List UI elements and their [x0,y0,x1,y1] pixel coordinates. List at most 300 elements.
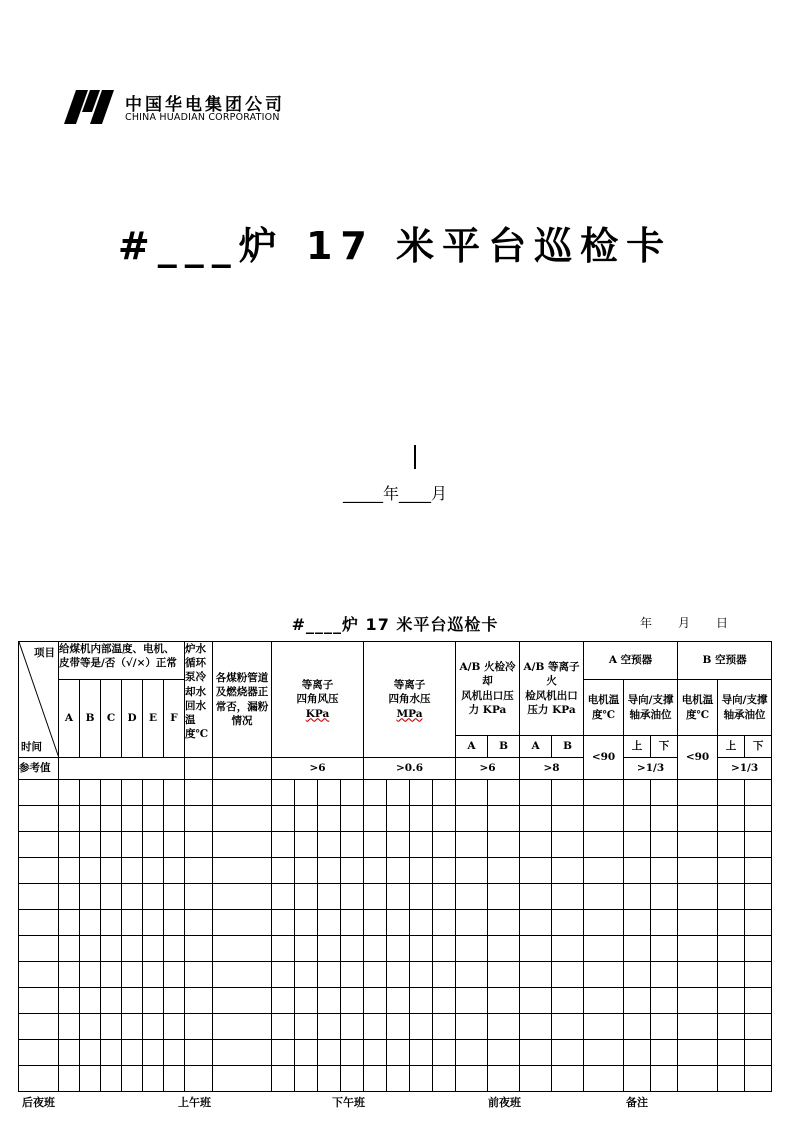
entry-cell[interactable] [164,1066,185,1092]
entry-cell[interactable] [584,910,624,936]
entry-cell[interactable] [341,832,364,858]
entry-cell[interactable] [651,910,678,936]
entry-cell[interactable] [678,910,718,936]
entry-cell[interactable] [387,858,410,884]
entry-cell[interactable] [387,806,410,832]
entry-cell[interactable] [624,832,651,858]
entry-cell[interactable] [387,910,410,936]
entry-cell[interactable] [488,936,520,962]
entry-cell[interactable] [678,936,718,962]
entry-cell[interactable] [101,988,122,1014]
entry-cell[interactable] [19,884,59,910]
entry-cell[interactable] [456,858,488,884]
entry-cell[interactable] [651,806,678,832]
entry-cell[interactable] [433,1014,456,1040]
entry-cell[interactable] [651,988,678,1014]
entry-cell[interactable] [552,832,584,858]
entry-cell[interactable] [80,1066,101,1092]
entry-cell[interactable] [488,1014,520,1040]
entry-cell[interactable] [80,806,101,832]
entry-cell[interactable] [143,1040,164,1066]
entry-cell[interactable] [295,1040,318,1066]
entry-cell[interactable] [745,1014,772,1040]
entry-cell[interactable] [272,962,295,988]
entry-cell[interactable] [584,806,624,832]
entry-cell[interactable] [143,780,164,806]
entry-cell[interactable] [164,884,185,910]
entry-cell[interactable] [272,1040,295,1066]
entry-cell[interactable] [80,988,101,1014]
entry-cell[interactable] [213,910,272,936]
entry-cell[interactable] [410,1014,433,1040]
entry-cell[interactable] [19,806,59,832]
entry-cell[interactable] [122,884,143,910]
entry-cell[interactable] [341,962,364,988]
entry-cell[interactable] [295,910,318,936]
entry-cell[interactable] [678,832,718,858]
entry-cell[interactable] [745,936,772,962]
entry-cell[interactable] [624,780,651,806]
entry-cell[interactable] [552,884,584,910]
entry-cell[interactable] [185,1014,213,1040]
entry-cell[interactable] [456,1040,488,1066]
entry-cell[interactable] [520,780,552,806]
entry-cell[interactable] [364,1066,387,1092]
entry-cell[interactable] [624,884,651,910]
entry-cell[interactable] [341,884,364,910]
entry-cell[interactable] [101,780,122,806]
entry-cell[interactable] [80,858,101,884]
entry-cell[interactable] [164,1014,185,1040]
entry-cell[interactable] [651,884,678,910]
entry-cell[interactable] [584,1066,624,1092]
entry-cell[interactable] [552,988,584,1014]
entry-cell[interactable] [318,1066,341,1092]
entry-cell[interactable] [520,1066,552,1092]
entry-cell[interactable] [410,910,433,936]
entry-cell[interactable] [185,858,213,884]
entry-cell[interactable] [295,780,318,806]
entry-cell[interactable] [387,1014,410,1040]
entry-cell[interactable] [80,1014,101,1040]
entry-cell[interactable] [520,988,552,1014]
entry-cell[interactable] [433,780,456,806]
entry-cell[interactable] [678,884,718,910]
entry-cell[interactable] [122,962,143,988]
entry-cell[interactable] [272,910,295,936]
entry-cell[interactable] [143,858,164,884]
entry-cell[interactable] [164,936,185,962]
entry-cell[interactable] [295,858,318,884]
entry-cell[interactable] [488,884,520,910]
entry-cell[interactable] [19,1066,59,1092]
entry-cell[interactable] [456,962,488,988]
entry-cell[interactable] [718,858,745,884]
entry-cell[interactable] [59,1040,80,1066]
entry-cell[interactable] [318,806,341,832]
entry-cell[interactable] [19,1014,59,1040]
entry-cell[interactable] [387,780,410,806]
entry-cell[interactable] [364,936,387,962]
entry-cell[interactable] [341,858,364,884]
entry-cell[interactable] [80,910,101,936]
entry-cell[interactable] [272,988,295,1014]
entry-cell[interactable] [185,832,213,858]
entry-cell[interactable] [520,858,552,884]
entry-cell[interactable] [387,884,410,910]
entry-cell[interactable] [410,806,433,832]
entry-cell[interactable] [488,780,520,806]
entry-cell[interactable] [341,910,364,936]
entry-cell[interactable] [295,806,318,832]
entry-cell[interactable] [80,936,101,962]
entry-cell[interactable] [364,1014,387,1040]
entry-cell[interactable] [410,832,433,858]
entry-cell[interactable] [364,910,387,936]
entry-cell[interactable] [718,1040,745,1066]
entry-cell[interactable] [488,910,520,936]
entry-cell[interactable] [143,936,164,962]
entry-cell[interactable] [433,884,456,910]
entry-cell[interactable] [552,962,584,988]
cover-date-line[interactable]: _____年____月 [342,484,447,503]
entry-cell[interactable] [651,1066,678,1092]
entry-cell[interactable] [520,806,552,832]
entry-cell[interactable] [520,910,552,936]
entry-cell[interactable] [164,858,185,884]
entry-cell[interactable] [745,884,772,910]
entry-cell[interactable] [164,988,185,1014]
entry-cell[interactable] [213,1066,272,1092]
entry-cell[interactable] [456,936,488,962]
entry-cell[interactable] [122,1040,143,1066]
entry-cell[interactable] [364,832,387,858]
entry-cell[interactable] [410,936,433,962]
entry-cell[interactable] [185,1066,213,1092]
entry-cell[interactable] [122,806,143,832]
entry-cell[interactable] [433,1040,456,1066]
entry-cell[interactable] [341,988,364,1014]
entry-cell[interactable] [433,1066,456,1092]
entry-cell[interactable] [364,780,387,806]
entry-cell[interactable] [295,936,318,962]
entry-cell[interactable] [718,962,745,988]
entry-cell[interactable] [143,884,164,910]
entry-cell[interactable] [678,1040,718,1066]
entry-cell[interactable] [433,936,456,962]
entry-cell[interactable] [318,780,341,806]
entry-cell[interactable] [364,962,387,988]
entry-cell[interactable] [745,910,772,936]
entry-cell[interactable] [185,1040,213,1066]
entry-cell[interactable] [341,1066,364,1092]
entry-cell[interactable] [318,1040,341,1066]
entry-cell[interactable] [19,780,59,806]
entry-cell[interactable] [59,988,80,1014]
entry-cell[interactable] [433,832,456,858]
entry-cell[interactable] [59,1014,80,1040]
entry-cell[interactable] [101,806,122,832]
entry-cell[interactable] [185,806,213,832]
entry-cell[interactable] [552,936,584,962]
entry-cell[interactable] [143,962,164,988]
entry-cell[interactable] [122,1066,143,1092]
entry-cell[interactable] [19,962,59,988]
entry-cell[interactable] [19,988,59,1014]
entry-cell[interactable] [745,806,772,832]
entry-cell[interactable] [185,936,213,962]
entry-cell[interactable] [272,1014,295,1040]
entry-cell[interactable] [364,884,387,910]
entry-cell[interactable] [410,1066,433,1092]
entry-cell[interactable] [410,884,433,910]
entry-cell[interactable] [624,1066,651,1092]
entry-cell[interactable] [433,806,456,832]
entry-cell[interactable] [295,1066,318,1092]
entry-cell[interactable] [584,858,624,884]
entry-cell[interactable] [624,858,651,884]
entry-cell[interactable] [318,1014,341,1040]
entry-cell[interactable] [387,1040,410,1066]
entry-cell[interactable] [651,858,678,884]
entry-cell[interactable] [624,910,651,936]
entry-cell[interactable] [272,936,295,962]
entry-cell[interactable] [185,988,213,1014]
entry-cell[interactable] [488,962,520,988]
entry-cell[interactable] [122,858,143,884]
entry-cell[interactable] [678,962,718,988]
entry-cell[interactable] [364,806,387,832]
entry-cell[interactable] [213,858,272,884]
entry-cell[interactable] [213,806,272,832]
entry-cell[interactable] [59,962,80,988]
entry-cell[interactable] [213,780,272,806]
entry-cell[interactable] [584,936,624,962]
entry-cell[interactable] [143,832,164,858]
entry-cell[interactable] [272,780,295,806]
entry-cell[interactable] [584,962,624,988]
entry-cell[interactable] [624,806,651,832]
entry-cell[interactable] [364,1040,387,1066]
entry-cell[interactable] [552,1066,584,1092]
entry-cell[interactable] [295,1014,318,1040]
entry-cell[interactable] [295,884,318,910]
entry-cell[interactable] [651,962,678,988]
entry-cell[interactable] [552,806,584,832]
entry-cell[interactable] [678,1066,718,1092]
entry-cell[interactable] [584,780,624,806]
entry-cell[interactable] [213,988,272,1014]
entry-cell[interactable] [80,780,101,806]
entry-cell[interactable] [59,780,80,806]
entry-cell[interactable] [745,962,772,988]
entry-cell[interactable] [552,1014,584,1040]
entry-cell[interactable] [745,858,772,884]
entry-cell[interactable] [164,1040,185,1066]
entry-cell[interactable] [185,780,213,806]
entry-cell[interactable] [19,832,59,858]
entry-cell[interactable] [651,780,678,806]
entry-cell[interactable] [552,780,584,806]
entry-cell[interactable] [651,832,678,858]
entry-cell[interactable] [624,962,651,988]
entry-cell[interactable] [584,832,624,858]
entry-cell[interactable] [143,806,164,832]
entry-cell[interactable] [59,858,80,884]
entry-cell[interactable] [745,1040,772,1066]
entry-cell[interactable] [488,806,520,832]
entry-cell[interactable] [718,1014,745,1040]
entry-cell[interactable] [341,936,364,962]
entry-cell[interactable] [213,884,272,910]
entry-cell[interactable] [318,988,341,1014]
entry-cell[interactable] [19,1040,59,1066]
entry-cell[interactable] [101,1014,122,1040]
entry-cell[interactable] [318,962,341,988]
entry-cell[interactable] [80,832,101,858]
entry-cell[interactable] [718,910,745,936]
entry-cell[interactable] [520,962,552,988]
entry-cell[interactable] [143,910,164,936]
entry-cell[interactable] [295,832,318,858]
entry-cell[interactable] [678,780,718,806]
entry-cell[interactable] [718,988,745,1014]
entry-cell[interactable] [164,910,185,936]
entry-cell[interactable] [341,1014,364,1040]
entry-cell[interactable] [272,832,295,858]
entry-cell[interactable] [101,858,122,884]
entry-cell[interactable] [213,1014,272,1040]
entry-cell[interactable] [410,780,433,806]
entry-cell[interactable] [433,858,456,884]
entry-cell[interactable] [678,806,718,832]
entry-cell[interactable] [520,832,552,858]
entry-cell[interactable] [488,988,520,1014]
entry-cell[interactable] [101,832,122,858]
entry-cell[interactable] [520,884,552,910]
entry-cell[interactable] [59,806,80,832]
entry-cell[interactable] [520,1040,552,1066]
entry-cell[interactable] [488,832,520,858]
entry-cell[interactable] [341,780,364,806]
entry-cell[interactable] [718,806,745,832]
entry-cell[interactable] [59,832,80,858]
entry-cell[interactable] [318,884,341,910]
entry-cell[interactable] [433,988,456,1014]
entry-cell[interactable] [456,780,488,806]
entry-cell[interactable] [185,962,213,988]
entry-cell[interactable] [272,1066,295,1092]
entry-cell[interactable] [387,988,410,1014]
entry-cell[interactable] [272,884,295,910]
entry-cell[interactable] [272,806,295,832]
entry-cell[interactable] [101,884,122,910]
entry-cell[interactable] [651,1014,678,1040]
entry-cell[interactable] [624,988,651,1014]
entry-cell[interactable] [341,1040,364,1066]
entry-cell[interactable] [488,858,520,884]
entry-cell[interactable] [185,884,213,910]
entry-cell[interactable] [122,780,143,806]
entry-cell[interactable] [651,936,678,962]
entry-cell[interactable] [678,1014,718,1040]
entry-cell[interactable] [433,962,456,988]
entry-cell[interactable] [745,780,772,806]
entry-cell[interactable] [552,858,584,884]
entry-cell[interactable] [456,832,488,858]
entry-cell[interactable] [651,1040,678,1066]
entry-cell[interactable] [718,1066,745,1092]
entry-cell[interactable] [624,1040,651,1066]
entry-cell[interactable] [456,806,488,832]
entry-cell[interactable] [19,858,59,884]
entry-cell[interactable] [164,806,185,832]
entry-cell[interactable] [387,962,410,988]
entry-cell[interactable] [80,884,101,910]
entry-cell[interactable] [718,832,745,858]
entry-cell[interactable] [122,988,143,1014]
entry-cell[interactable] [552,910,584,936]
entry-cell[interactable] [341,806,364,832]
entry-cell[interactable] [584,1040,624,1066]
entry-cell[interactable] [410,988,433,1014]
entry-cell[interactable] [318,858,341,884]
entry-cell[interactable] [718,884,745,910]
entry-cell[interactable] [410,962,433,988]
entry-cell[interactable] [213,1040,272,1066]
entry-cell[interactable] [318,936,341,962]
entry-cell[interactable] [143,1066,164,1092]
entry-cell[interactable] [101,1066,122,1092]
entry-cell[interactable] [718,780,745,806]
entry-cell[interactable] [318,832,341,858]
entry-cell[interactable] [101,1040,122,1066]
entry-cell[interactable] [718,936,745,962]
entry-cell[interactable] [387,832,410,858]
entry-cell[interactable] [364,988,387,1014]
entry-cell[interactable] [272,858,295,884]
entry-cell[interactable] [122,910,143,936]
entry-cell[interactable] [520,1014,552,1040]
entry-cell[interactable] [101,962,122,988]
entry-cell[interactable] [745,1066,772,1092]
entry-cell[interactable] [456,910,488,936]
entry-cell[interactable] [164,780,185,806]
entry-cell[interactable] [213,962,272,988]
entry-cell[interactable] [59,1066,80,1092]
entry-cell[interactable] [410,1040,433,1066]
entry-cell[interactable] [122,936,143,962]
entry-cell[interactable] [80,1040,101,1066]
entry-cell[interactable] [101,910,122,936]
entry-cell[interactable] [143,1014,164,1040]
entry-cell[interactable] [456,988,488,1014]
entry-cell[interactable] [59,910,80,936]
entry-cell[interactable] [678,858,718,884]
entry-cell[interactable] [185,910,213,936]
entry-cell[interactable] [213,936,272,962]
entry-cell[interactable] [387,936,410,962]
entry-cell[interactable] [295,962,318,988]
entry-cell[interactable] [584,884,624,910]
entry-cell[interactable] [456,1014,488,1040]
entry-cell[interactable] [318,910,341,936]
entry-cell[interactable] [678,988,718,1014]
entry-cell[interactable] [59,936,80,962]
entry-cell[interactable] [584,1014,624,1040]
entry-cell[interactable] [456,884,488,910]
entry-cell[interactable] [19,936,59,962]
